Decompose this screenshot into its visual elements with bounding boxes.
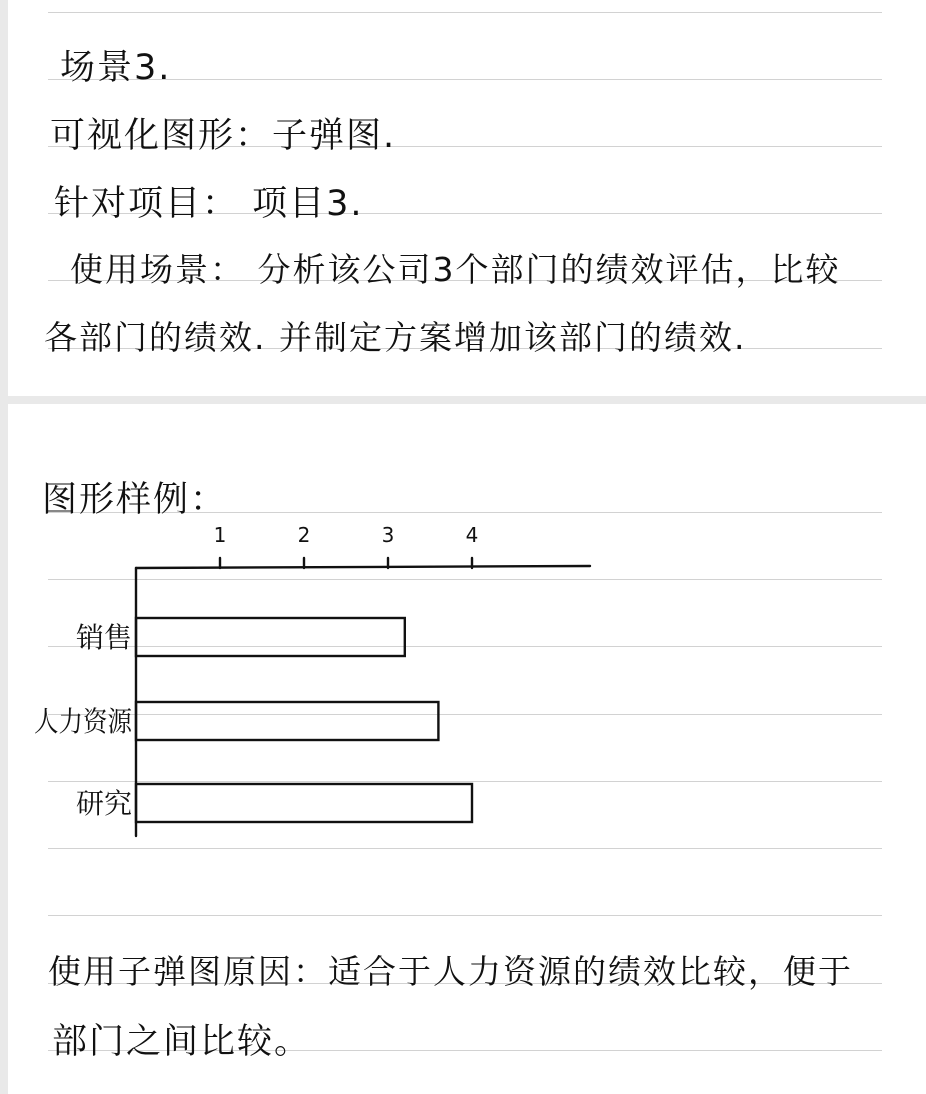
x-tick-label: 4 bbox=[465, 523, 479, 547]
ruled-line bbox=[48, 915, 882, 916]
reason-line-2: 部门之间比较。 bbox=[52, 1022, 312, 1062]
x-tick-label: 3 bbox=[381, 523, 395, 547]
bar-1 bbox=[136, 618, 405, 656]
x-tick-label: 2 bbox=[297, 523, 311, 547]
bar-2 bbox=[136, 702, 438, 740]
category-label: 销售 bbox=[75, 621, 132, 654]
example-heading: 图形样例： bbox=[42, 480, 228, 520]
x-tick-label: 1 bbox=[213, 523, 227, 547]
bullet-chart bbox=[8, 404, 926, 854]
category-label: 人力资源 bbox=[34, 705, 133, 738]
x-axis-line bbox=[136, 566, 590, 568]
ruled-line bbox=[48, 12, 882, 13]
notebook-page-top bbox=[8, 0, 926, 396]
ruled-line bbox=[48, 79, 882, 80]
category-label: 研究 bbox=[75, 787, 132, 820]
bar-3 bbox=[136, 784, 472, 822]
target-project-line: 针对项目： 项目3. bbox=[54, 184, 364, 224]
usage-line-1: 使用场景： 分析该公司3个部门的绩效评估，比较 bbox=[70, 250, 841, 289]
scene-title: 场景3. bbox=[60, 48, 172, 88]
reason-line-1: 使用子弹图原因：适合于人力资源的绩效比较，便于 bbox=[48, 952, 853, 991]
chart-type-line: 可视化图形：子弹图. bbox=[50, 116, 397, 156]
usage-line-2: 各部门的绩效. 并制定方案增加该部门的绩效. bbox=[44, 318, 747, 357]
notebook-page-bottom bbox=[8, 404, 926, 1094]
